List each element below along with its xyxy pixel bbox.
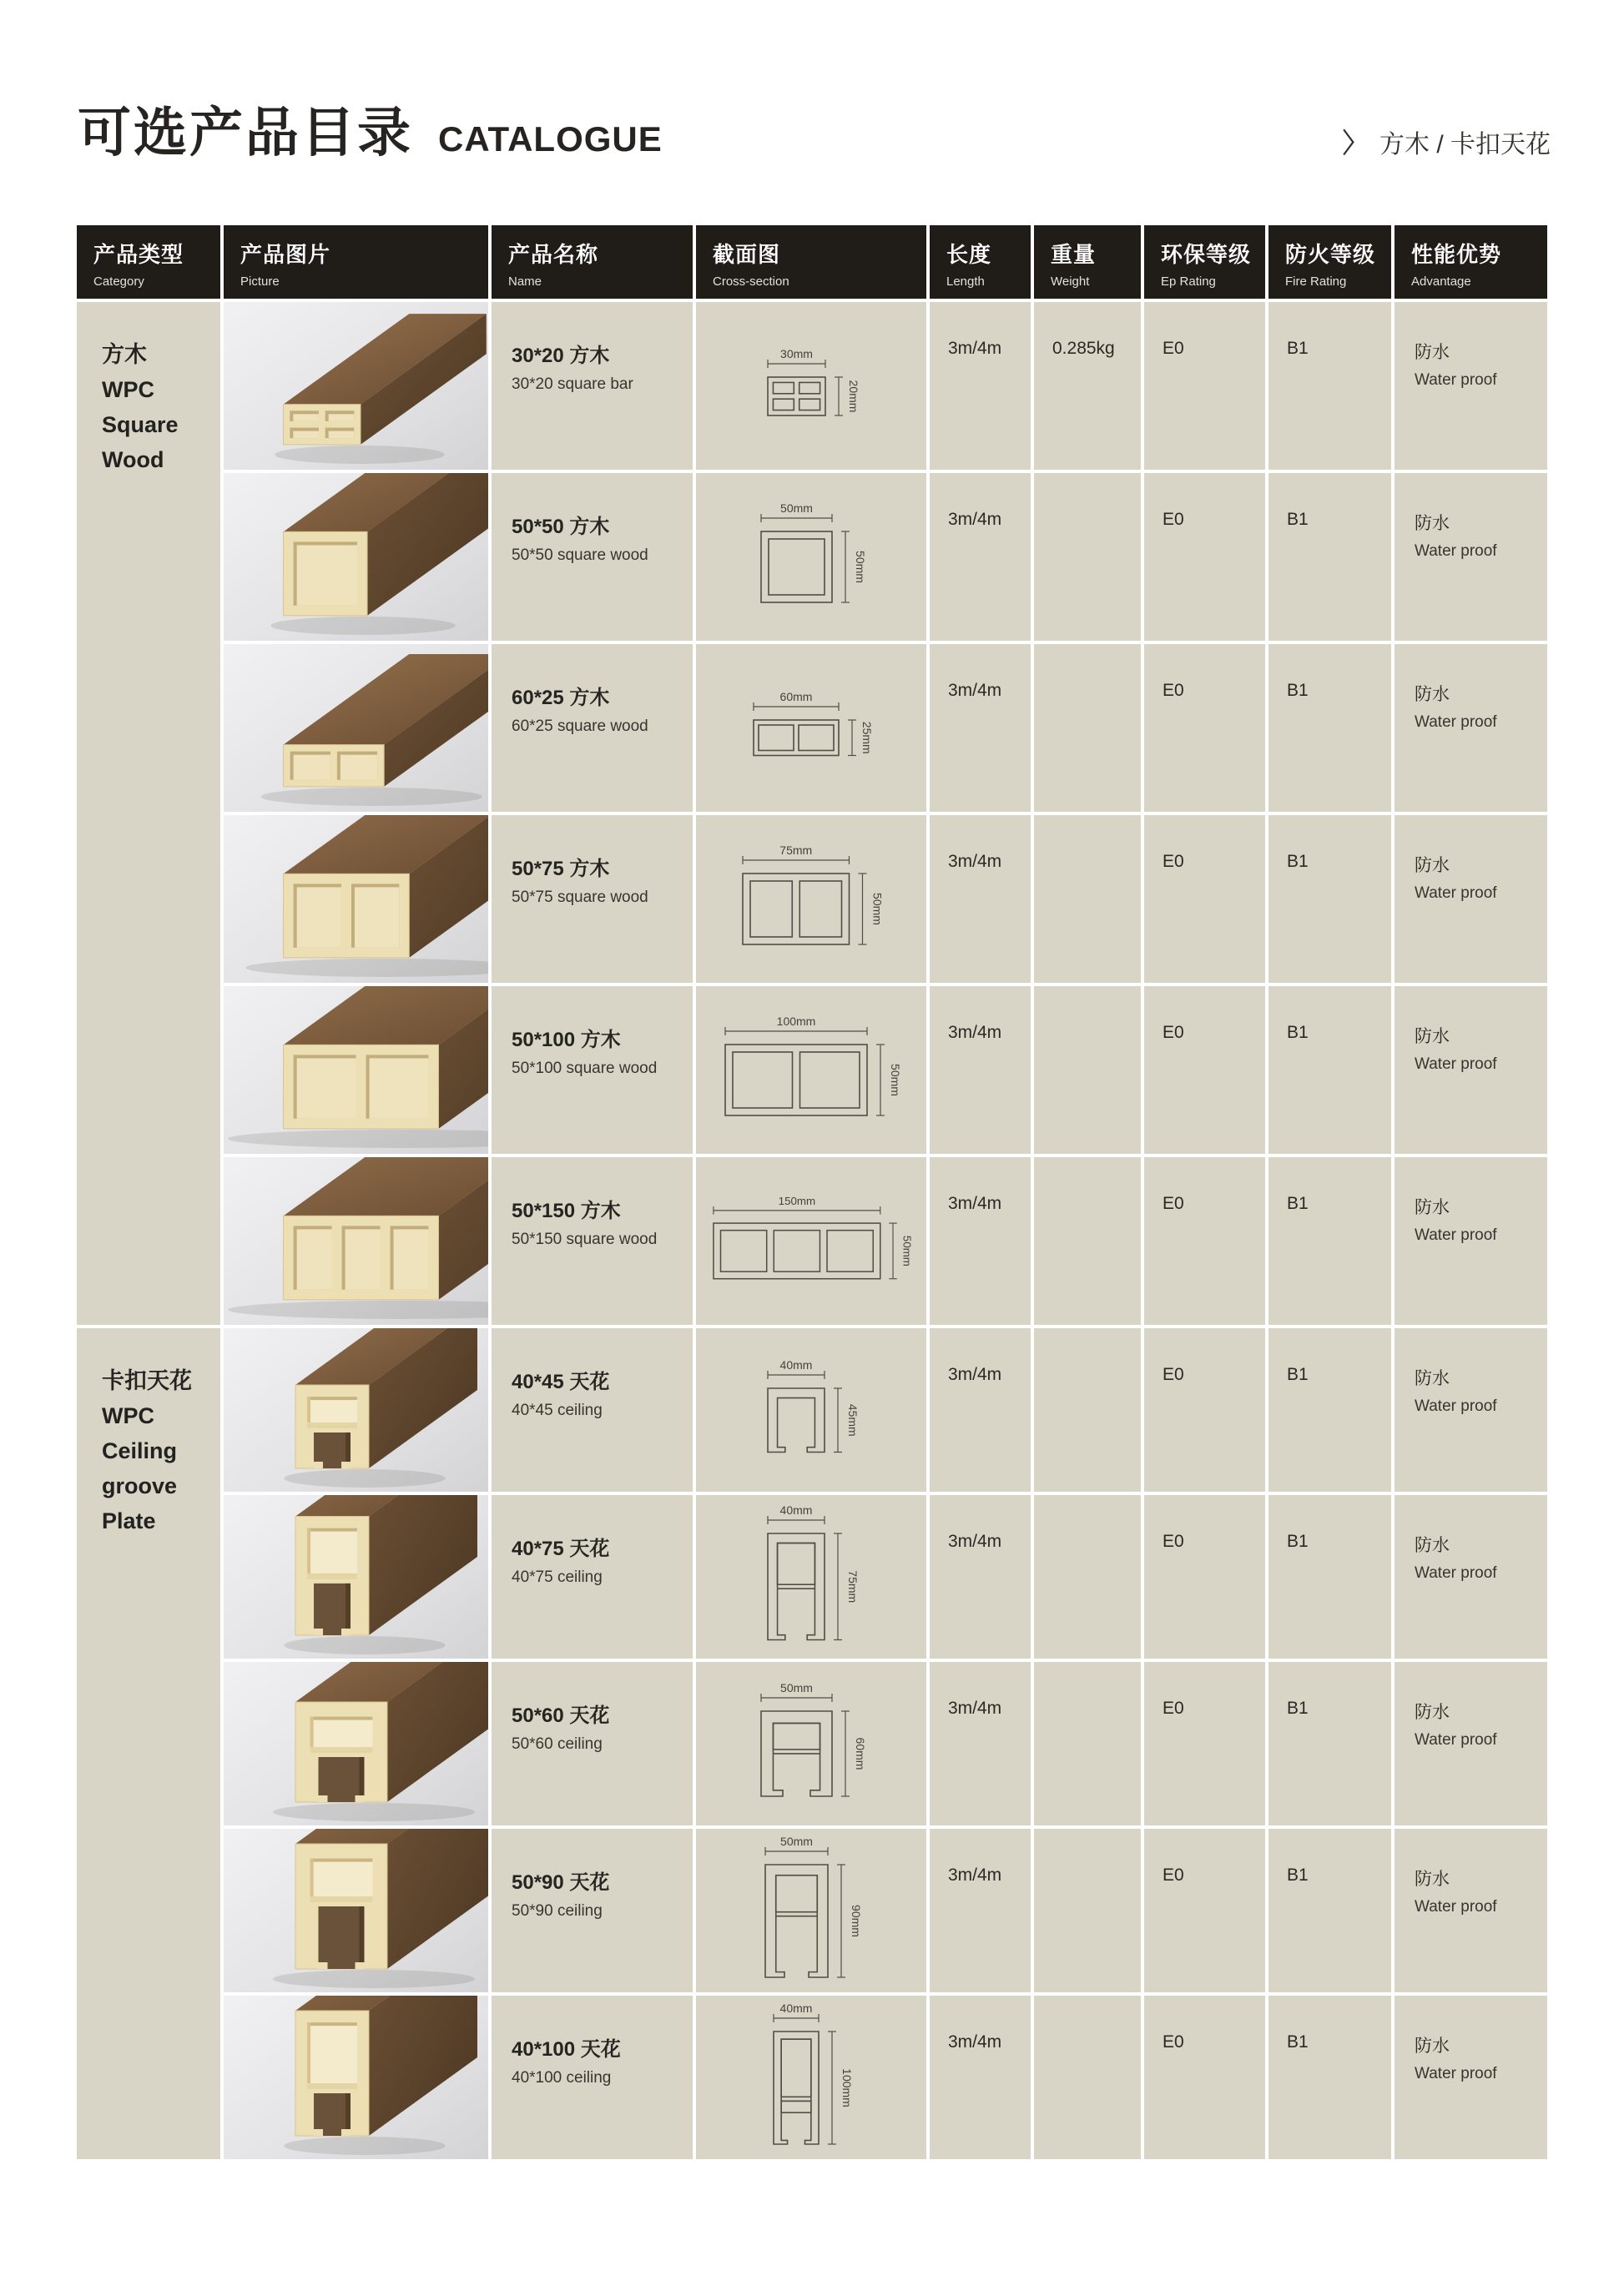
ep-rating-value: E0 xyxy=(1163,1194,1184,1213)
advantage-cell xyxy=(1395,473,1547,641)
product-photo xyxy=(224,1662,488,1825)
cross-section-cell xyxy=(696,302,926,470)
header-ep-rating xyxy=(1144,225,1265,299)
header-label-en: Advantage xyxy=(1411,274,1471,289)
fire-rating-value: B1 xyxy=(1287,1194,1309,1213)
svg-text:45mm: 45mm xyxy=(846,1403,860,1437)
advantage-en: Water proof xyxy=(1415,1397,1497,1415)
header-category xyxy=(77,225,220,299)
fire-rating-cell xyxy=(1268,1495,1391,1659)
product-name-cell xyxy=(492,1328,693,1492)
length-value: 3m/4m xyxy=(948,339,1002,358)
product-photo-image xyxy=(224,302,488,470)
fire-rating-value: B1 xyxy=(1287,681,1309,700)
length-cell xyxy=(930,644,1031,812)
product-name-cn: 40*100 天花 xyxy=(512,2038,621,2061)
header-name xyxy=(492,225,693,299)
advantage-cn: 防水 xyxy=(1415,1703,1450,1722)
header-label-en: Length xyxy=(946,274,985,289)
product-photo xyxy=(224,1157,488,1325)
ep-rating-cell xyxy=(1144,1495,1265,1659)
svg-text:50mm: 50mm xyxy=(779,501,813,515)
svg-text:40mm: 40mm xyxy=(779,1357,813,1372)
ep-rating-value: E0 xyxy=(1163,510,1184,529)
page-title-cn: 可选产品目录 xyxy=(78,103,413,163)
catalog-table xyxy=(77,225,1547,2159)
product-name-cell xyxy=(492,1829,693,1992)
advantage-cell xyxy=(1395,815,1547,983)
fire-rating-cell xyxy=(1268,986,1391,1154)
product-name-en: 60*25 square wood xyxy=(512,718,648,735)
advantage-cell xyxy=(1395,986,1547,1154)
weight-cell xyxy=(1034,302,1141,470)
svg-text:50mm: 50mm xyxy=(870,893,885,925)
ep-rating-cell xyxy=(1144,1157,1265,1325)
advantage-cell xyxy=(1395,644,1547,812)
product-photo-image xyxy=(224,1495,488,1659)
page-header xyxy=(0,0,1624,225)
header-cross-section xyxy=(696,225,926,299)
product-photo xyxy=(224,1996,488,2159)
length-value: 3m/4m xyxy=(948,681,1002,700)
product-name-en: 50*50 square wood xyxy=(512,546,648,564)
ep-rating-value: E0 xyxy=(1163,1365,1184,1384)
fire-rating-value: B1 xyxy=(1287,339,1309,358)
product-name-cell xyxy=(492,1996,693,2159)
product-name-cn: 60*25 方木 xyxy=(512,687,610,709)
header-label-en: Weight xyxy=(1051,274,1090,289)
category-subtitle-line: Square xyxy=(102,412,179,437)
product-photo xyxy=(224,1829,488,1992)
advantage-cell xyxy=(1395,1495,1547,1659)
fire-rating-value: B1 xyxy=(1287,1866,1309,1885)
ep-rating-cell xyxy=(1144,644,1265,812)
cross-section-cell xyxy=(696,1157,926,1325)
product-name-cell xyxy=(492,302,693,470)
weight-value: 0.285kg xyxy=(1052,339,1115,358)
advantage-en: Water proof xyxy=(1415,1226,1497,1244)
header-label-cn: 性能优势 xyxy=(1411,242,1502,267)
product-name-cn: 50*60 天花 xyxy=(512,1704,610,1727)
header-label-cn: 防火等级 xyxy=(1285,242,1376,267)
advantage-cn: 防水 xyxy=(1415,1027,1450,1046)
svg-text:40mm: 40mm xyxy=(779,1503,813,1518)
product-name-en: 50*100 square wood xyxy=(512,1060,658,1077)
fire-rating-cell xyxy=(1268,1662,1391,1825)
advantage-cell xyxy=(1395,1996,1547,2159)
header-fire-rating xyxy=(1268,225,1391,299)
length-value: 3m/4m xyxy=(948,852,1002,871)
svg-text:60mm: 60mm xyxy=(853,1737,867,1770)
product-photo-image xyxy=(224,986,488,1154)
advantage-cell xyxy=(1395,1328,1547,1492)
weight-cell xyxy=(1034,644,1141,812)
fire-rating-cell xyxy=(1268,1829,1391,1992)
advantage-en: Water proof xyxy=(1415,1564,1497,1582)
length-value: 3m/4m xyxy=(948,1866,1002,1885)
svg-text:50mm: 50mm xyxy=(900,1235,914,1266)
fire-rating-cell xyxy=(1268,1328,1391,1492)
cross-section-drawing xyxy=(724,843,898,954)
length-cell xyxy=(930,1662,1031,1825)
svg-text:90mm: 90mm xyxy=(849,1904,863,1937)
ep-rating-value: E0 xyxy=(1163,1866,1184,1885)
weight-cell xyxy=(1034,1996,1141,2159)
weight-cell xyxy=(1034,1495,1141,1659)
svg-text:30mm: 30mm xyxy=(779,346,813,360)
product-name-cell xyxy=(492,986,693,1154)
weight-cell xyxy=(1034,1328,1141,1492)
fire-rating-cell xyxy=(1268,473,1391,641)
ep-rating-cell xyxy=(1144,815,1265,983)
cross-section-drawing xyxy=(743,1681,880,1806)
product-photo xyxy=(224,473,488,641)
svg-text:20mm: 20mm xyxy=(846,380,860,412)
header-advantage xyxy=(1395,225,1547,299)
product-photo-image xyxy=(224,1662,488,1825)
header-label-en: Picture xyxy=(240,274,280,289)
category-cell-2 xyxy=(77,1328,220,2159)
cross-section-cell xyxy=(696,1495,926,1659)
category-subtitle-line: Plate xyxy=(102,1508,156,1533)
length-cell xyxy=(930,302,1031,470)
product-name-cn: 50*100 方木 xyxy=(512,1029,621,1051)
product-photo-image xyxy=(224,1157,488,1325)
fire-rating-value: B1 xyxy=(1287,852,1309,871)
weight-cell xyxy=(1034,473,1141,641)
ep-rating-value: E0 xyxy=(1163,1699,1184,1718)
product-name-en: 40*75 ceiling xyxy=(512,1568,603,1586)
length-value: 3m/4m xyxy=(948,1365,1002,1384)
length-cell xyxy=(930,815,1031,983)
product-name-cn: 40*45 天花 xyxy=(512,1371,610,1393)
fire-rating-value: B1 xyxy=(1287,1532,1309,1551)
ep-rating-value: E0 xyxy=(1163,339,1184,358)
svg-text:50mm: 50mm xyxy=(779,1681,813,1694)
page-title-en: CATALOGUE xyxy=(438,119,663,159)
advantage-cn: 防水 xyxy=(1415,856,1450,875)
length-value: 3m/4m xyxy=(948,1699,1002,1718)
svg-text:100mm: 100mm xyxy=(776,1015,816,1028)
svg-text:75mm: 75mm xyxy=(779,843,813,857)
length-cell xyxy=(930,986,1031,1154)
cross-section-cell xyxy=(696,473,926,641)
length-cell xyxy=(930,473,1031,641)
advantage-cell xyxy=(1395,1829,1547,1992)
advantage-en: Water proof xyxy=(1415,1731,1497,1749)
category-cell-1 xyxy=(77,302,220,1325)
product-name-cell xyxy=(492,1662,693,1825)
breadcrumb-label: 方木 / 卡扣天花 xyxy=(1379,131,1551,159)
length-value: 3m/4m xyxy=(948,2032,1002,2052)
category-title: 方木 xyxy=(102,342,147,367)
product-name-cell xyxy=(492,644,693,812)
header-length xyxy=(930,225,1031,299)
length-cell xyxy=(930,1996,1031,2159)
product-name-en: 40*100 ceiling xyxy=(512,2069,612,2087)
ep-rating-value: E0 xyxy=(1163,681,1184,700)
product-photo-image xyxy=(224,644,488,812)
header-label-en: Category xyxy=(93,274,144,289)
product-name-en: 50*60 ceiling xyxy=(512,1735,603,1753)
advantage-cell xyxy=(1395,1157,1547,1325)
ep-rating-value: E0 xyxy=(1163,852,1184,871)
advantage-cn: 防水 xyxy=(1415,1198,1450,1217)
product-name-cn: 50*75 方木 xyxy=(512,858,610,880)
breadcrumb xyxy=(1343,123,1551,160)
category-subtitle-line: groove xyxy=(102,1473,178,1498)
header-label-cn: 环保等级 xyxy=(1161,242,1252,267)
product-name-en: 30*20 square bar xyxy=(512,375,633,393)
product-photo xyxy=(224,644,488,812)
advantage-cn: 防水 xyxy=(1415,1870,1450,1889)
ep-rating-cell xyxy=(1144,986,1265,1154)
cross-section-cell xyxy=(696,1996,926,2159)
advantage-en: Water proof xyxy=(1415,371,1497,389)
page-title xyxy=(78,90,663,167)
header-label-en: Name xyxy=(508,274,542,289)
header-picture xyxy=(224,225,488,299)
length-value: 3m/4m xyxy=(948,1023,1002,1042)
fire-rating-value: B1 xyxy=(1287,2032,1309,2052)
header-label-cn: 产品类型 xyxy=(93,242,184,267)
advantage-cn: 防水 xyxy=(1415,514,1450,533)
product-name-cn: 50*150 方木 xyxy=(512,1200,621,1222)
cross-section-drawing xyxy=(735,690,887,766)
product-photo xyxy=(224,302,488,470)
advantage-cell xyxy=(1395,302,1547,470)
product-name-cell xyxy=(492,473,693,641)
header-label-en: Cross-section xyxy=(713,274,789,289)
cross-section-cell xyxy=(696,1829,926,1992)
svg-text:50mm: 50mm xyxy=(779,1834,813,1848)
product-name-en: 50*150 square wood xyxy=(512,1231,658,1248)
product-name-cn: 50*50 方木 xyxy=(512,516,610,538)
advantage-en: Water proof xyxy=(1415,2065,1497,2082)
svg-text:50mm: 50mm xyxy=(853,551,867,583)
ep-rating-value: E0 xyxy=(1163,2032,1184,2052)
product-photo-image xyxy=(224,473,488,641)
cross-section-drawing xyxy=(749,347,874,425)
advantage-en: Water proof xyxy=(1415,542,1497,560)
product-name-cell xyxy=(492,1495,693,1659)
svg-text:40mm: 40mm xyxy=(779,2001,813,2015)
cross-section-drawing xyxy=(755,2001,867,2154)
cross-section-cell xyxy=(696,986,926,1154)
weight-cell xyxy=(1034,1829,1141,1992)
advantage-en: Water proof xyxy=(1415,713,1497,731)
header-label-cn: 截面图 xyxy=(713,242,781,267)
category-subtitle-line: Ceiling xyxy=(102,1438,178,1463)
cross-section-drawing xyxy=(707,1015,915,1125)
fire-rating-value: B1 xyxy=(1287,1023,1309,1042)
ep-rating-cell xyxy=(1144,473,1265,641)
ep-rating-cell xyxy=(1144,1829,1265,1992)
fire-rating-cell xyxy=(1268,815,1391,983)
cross-section-cell xyxy=(696,815,926,983)
category-subtitle-line: Wood xyxy=(102,447,164,472)
ep-rating-cell xyxy=(1144,1328,1265,1492)
fire-rating-value: B1 xyxy=(1287,1699,1309,1718)
advantage-cn: 防水 xyxy=(1415,2037,1450,2056)
product-photo xyxy=(224,986,488,1154)
advantage-en: Water proof xyxy=(1415,1898,1497,1916)
cross-section-cell xyxy=(696,644,926,812)
svg-text:75mm: 75mm xyxy=(846,1570,860,1604)
header-label-cn: 长度 xyxy=(946,242,992,267)
cross-section-drawing xyxy=(696,1192,926,1291)
header-label-en: Fire Rating xyxy=(1285,274,1347,289)
length-value: 3m/4m xyxy=(948,1194,1002,1213)
product-photo xyxy=(224,1495,488,1659)
category-subtitle-line: WPC xyxy=(102,377,154,402)
ep-rating-value: E0 xyxy=(1163,1023,1184,1042)
weight-cell xyxy=(1034,815,1141,983)
product-name-en: 40*45 ceiling xyxy=(512,1402,603,1419)
length-cell xyxy=(930,1328,1031,1492)
length-cell xyxy=(930,1157,1031,1325)
cross-section-drawing xyxy=(743,501,880,612)
ep-rating-value: E0 xyxy=(1163,1532,1184,1551)
product-name-cn: 40*75 天花 xyxy=(512,1538,610,1560)
cross-section-drawing xyxy=(749,1503,873,1650)
weight-cell xyxy=(1034,1662,1141,1825)
svg-text:150mm: 150mm xyxy=(778,1194,816,1207)
ep-rating-cell xyxy=(1144,1996,1265,2159)
header-label-cn: 产品名称 xyxy=(508,242,599,267)
advantage-en: Water proof xyxy=(1415,1055,1497,1073)
product-photo xyxy=(224,815,488,983)
product-name-en: 50*75 square wood xyxy=(512,889,648,906)
advantage-cn: 防水 xyxy=(1415,685,1450,704)
header-label-cn: 重量 xyxy=(1051,242,1097,267)
cross-section-drawing xyxy=(749,1358,873,1463)
svg-text:25mm: 25mm xyxy=(860,722,874,754)
product-photo-image xyxy=(224,1829,488,1992)
advantage-en: Water proof xyxy=(1415,884,1497,902)
fire-rating-cell xyxy=(1268,1996,1391,2159)
length-cell xyxy=(930,1829,1031,1992)
header-label-cn: 产品图片 xyxy=(240,242,331,267)
cross-section-drawing xyxy=(747,1835,876,1987)
length-value: 3m/4m xyxy=(948,510,1002,529)
ep-rating-cell xyxy=(1144,302,1265,470)
product-photo-image xyxy=(224,1328,488,1492)
advantage-cn: 防水 xyxy=(1415,1536,1450,1555)
fire-rating-value: B1 xyxy=(1287,1365,1309,1384)
weight-cell xyxy=(1034,1157,1141,1325)
length-value: 3m/4m xyxy=(948,1532,1002,1551)
header-weight xyxy=(1034,225,1141,299)
category-subtitle-line: WPC xyxy=(102,1403,154,1428)
product-name-en: 50*90 ceiling xyxy=(512,1902,603,1920)
weight-cell xyxy=(1034,986,1141,1154)
product-name-cn: 30*20 方木 xyxy=(512,345,610,367)
fire-rating-cell xyxy=(1268,302,1391,470)
svg-text:60mm: 60mm xyxy=(779,690,813,704)
cross-section-cell xyxy=(696,1328,926,1492)
product-photo-image xyxy=(224,815,488,983)
fire-rating-cell xyxy=(1268,1157,1391,1325)
category-title: 卡扣天花 xyxy=(102,1368,192,1393)
product-name-cn: 50*90 天花 xyxy=(512,1871,610,1894)
fire-rating-value: B1 xyxy=(1287,510,1309,529)
advantage-cn: 防水 xyxy=(1415,343,1450,362)
advantage-cn: 防水 xyxy=(1415,1369,1450,1388)
svg-text:100mm: 100mm xyxy=(840,2067,854,2107)
length-cell xyxy=(930,1495,1031,1659)
header-label-en: Ep Rating xyxy=(1161,274,1216,289)
cross-section-cell xyxy=(696,1662,926,1825)
product-name-cell xyxy=(492,815,693,983)
product-photo-image xyxy=(224,1996,488,2159)
advantage-cell xyxy=(1395,1662,1547,1825)
svg-text:50mm: 50mm xyxy=(889,1064,902,1096)
fire-rating-cell xyxy=(1268,644,1391,812)
product-photo xyxy=(224,1328,488,1492)
ep-rating-cell xyxy=(1144,1662,1265,1825)
chevron-right-icon: 〉 xyxy=(1342,128,1366,159)
product-name-cell xyxy=(492,1157,693,1325)
